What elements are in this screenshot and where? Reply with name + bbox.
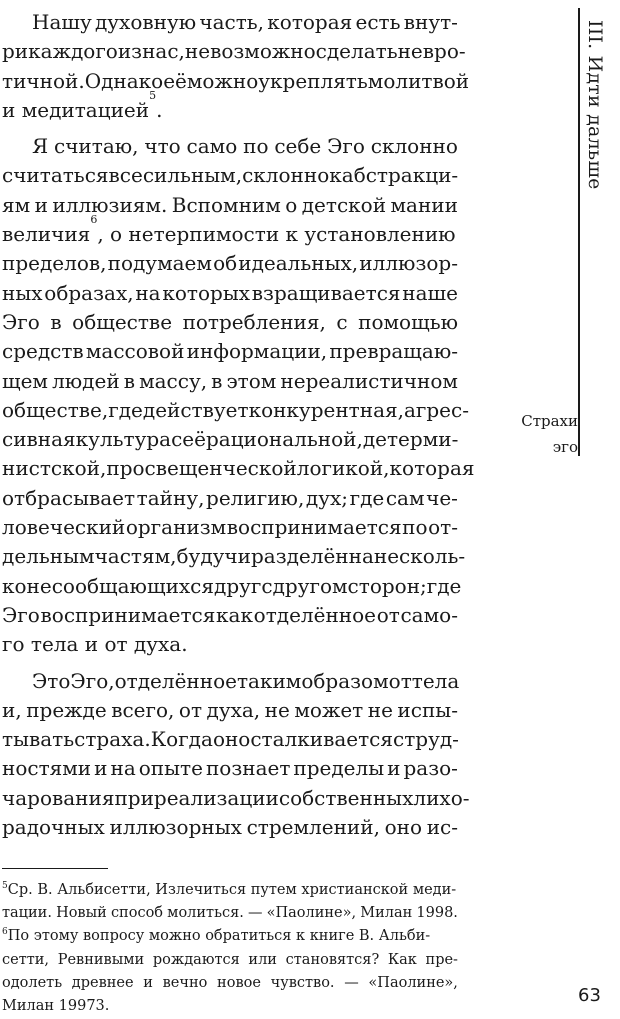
word: «Паолине»,	[266, 905, 357, 922]
word: и	[387, 756, 401, 781]
word: молиться.	[167, 905, 244, 922]
word: по	[243, 134, 269, 159]
word: духовную	[94, 10, 197, 34]
word: об	[213, 251, 238, 276]
word: конкурентная,	[248, 397, 404, 422]
word: Ревнивыми	[57, 951, 145, 968]
word: рождаются	[152, 951, 240, 968]
text-line	[2, 213, 458, 249]
word: считаю,	[54, 134, 139, 159]
word: превращаю-	[329, 339, 458, 364]
word: Новый	[56, 905, 107, 922]
word: отбрасывает	[2, 485, 136, 510]
text-line	[2, 191, 458, 220]
word: лихо-	[413, 785, 470, 810]
word: детерми-	[362, 427, 459, 452]
word: рациональной,	[205, 427, 363, 452]
word: каждого	[28, 39, 118, 64]
word: сторон;	[347, 573, 427, 598]
word: Вспомним	[171, 192, 281, 217]
text-line	[2, 88, 458, 125]
word: сталкивается	[250, 727, 393, 752]
word: подумаем	[107, 251, 212, 276]
text-line	[2, 454, 475, 483]
text-line	[2, 667, 458, 696]
footnote-line	[2, 902, 458, 925]
word: от	[178, 697, 203, 722]
word: пределы	[293, 756, 385, 781]
word: от-	[428, 515, 458, 540]
word: сообщающихся	[51, 573, 214, 598]
footnote-line	[2, 879, 458, 902]
footnote-ref-6[interactable]: 6	[90, 213, 98, 227]
word: невро-	[397, 39, 466, 64]
word: всесильным,	[108, 163, 243, 188]
word: ко	[2, 573, 27, 598]
footnote-divider	[2, 868, 108, 869]
text-line	[2, 37, 466, 66]
word: вечно	[162, 974, 208, 991]
word: массовой	[85, 339, 185, 364]
margin-note-line: Страхи	[521, 412, 578, 430]
word: идеальных,	[238, 251, 359, 276]
word: ностями	[2, 756, 92, 781]
word: ис-	[426, 815, 458, 840]
text-line	[2, 132, 458, 161]
word: нас,	[142, 39, 185, 64]
word: сивная	[2, 427, 76, 452]
word: пре-	[425, 951, 458, 968]
word: становятся?	[285, 951, 380, 968]
word: с	[171, 427, 183, 452]
word: не	[26, 573, 52, 598]
word: нереалистичном	[280, 368, 458, 393]
text-fragment: и медитацией	[2, 97, 150, 122]
word: склонно	[242, 163, 330, 188]
word: сам	[385, 485, 425, 510]
word: нистской,	[2, 456, 107, 481]
word: где	[108, 397, 143, 422]
text-line	[2, 396, 469, 425]
margin-note-line: эго	[552, 438, 578, 456]
margin-note	[508, 408, 578, 460]
word: где	[426, 573, 462, 598]
word: от	[388, 668, 412, 693]
word: есть	[355, 10, 401, 34]
word: само	[186, 134, 238, 159]
word: молитвой	[367, 68, 470, 93]
word: ри	[2, 39, 29, 64]
footnote-line	[2, 925, 458, 948]
chapter-title: III. Идти дальше	[584, 20, 606, 190]
word: стремлений,	[246, 815, 380, 840]
word: этом	[226, 368, 277, 393]
word: другом	[272, 573, 348, 598]
text-line	[2, 572, 462, 601]
word: мании	[390, 192, 458, 217]
word: которых	[162, 280, 251, 305]
word: таким	[236, 668, 302, 693]
word: не	[264, 697, 290, 722]
word: Я	[32, 134, 49, 159]
word: сетти,	[2, 951, 50, 968]
word: реализации	[153, 785, 279, 810]
word: можно	[186, 68, 259, 93]
word: щем	[2, 368, 48, 393]
word: детской	[301, 192, 387, 217]
word: по	[402, 515, 428, 540]
word: сделать	[315, 39, 398, 64]
word: действует	[142, 397, 249, 422]
word: укреплять	[258, 68, 368, 93]
word: и,	[2, 697, 22, 722]
word: тайну,	[136, 485, 205, 510]
text-line	[2, 784, 470, 813]
text-line	[2, 725, 458, 754]
word: само-	[400, 602, 458, 627]
footnotes	[2, 879, 458, 1018]
word: организм	[125, 515, 227, 540]
word: испы-	[397, 697, 458, 722]
word: —	[344, 974, 359, 991]
body-text	[2, 8, 475, 842]
word: будучи	[176, 544, 251, 569]
word: с	[336, 309, 348, 334]
word: часть,	[199, 10, 265, 34]
footnote-6	[2, 925, 458, 1018]
paragraph-1	[2, 8, 470, 125]
word: отделённое	[114, 668, 237, 693]
word: которая	[267, 10, 353, 34]
word: и	[34, 192, 48, 217]
text-line	[2, 367, 458, 396]
text-line	[2, 754, 458, 783]
word: частям,	[94, 544, 177, 569]
word: её	[182, 427, 206, 452]
paragraph-3	[2, 667, 470, 843]
word: из	[117, 39, 143, 64]
word: новое	[217, 974, 261, 991]
text-line	[2, 308, 458, 337]
word: воспринимается	[226, 515, 402, 540]
word: при	[114, 785, 154, 810]
text-line	[2, 8, 458, 37]
word: и	[94, 756, 108, 781]
word: в	[50, 309, 62, 334]
word: несколь-	[373, 544, 466, 569]
word: чарования	[2, 785, 115, 810]
text-line	[2, 696, 458, 725]
word: всего,	[111, 697, 175, 722]
word: Нашу	[32, 10, 92, 34]
word: взращивается	[251, 280, 401, 305]
word: дух;	[305, 485, 349, 510]
word: духа,	[206, 697, 261, 722]
word: собственных	[278, 785, 414, 810]
text-line	[2, 67, 470, 96]
word: информации,	[186, 339, 328, 364]
word: иллюзор-	[359, 251, 458, 276]
text-line	[2, 542, 466, 571]
word: тывать	[2, 727, 75, 752]
word: опыте	[138, 756, 203, 781]
footnote-line-content	[2, 879, 458, 902]
word: как	[216, 602, 253, 627]
text-line	[2, 425, 458, 454]
paragraph-2	[2, 132, 475, 659]
word: от	[376, 602, 400, 627]
word: Эго,	[70, 668, 115, 693]
word: Как	[387, 951, 417, 968]
word: может	[294, 697, 364, 722]
word: которая	[389, 456, 475, 481]
word: Это	[32, 668, 71, 693]
word: воспринимается	[40, 602, 216, 627]
word: познает	[205, 756, 291, 781]
word: к	[329, 163, 342, 188]
word: ловеческий	[2, 515, 126, 540]
word: логикой,	[296, 456, 390, 481]
word: образах,	[44, 280, 134, 305]
word: что	[144, 134, 181, 159]
word: «Паолине»,	[368, 974, 458, 991]
word: способ	[110, 905, 164, 922]
word: абстракци-	[341, 163, 459, 188]
text-line	[2, 337, 458, 366]
footnote-5	[2, 879, 458, 925]
word: тела	[411, 668, 460, 693]
word: древнее	[71, 974, 134, 991]
text-line	[2, 249, 458, 278]
word: страха.	[74, 727, 151, 752]
text-line	[2, 484, 458, 513]
word: 1998.	[416, 905, 458, 922]
word: прежде	[26, 697, 107, 722]
word: на	[135, 280, 161, 305]
word: невозможно	[184, 39, 316, 64]
word: наше	[402, 280, 458, 305]
word: оно	[384, 815, 423, 840]
text-fragment: величия	[2, 222, 91, 247]
word: оно	[212, 727, 251, 752]
word: с	[261, 573, 273, 598]
word: внут-	[403, 10, 458, 34]
word: не	[367, 697, 393, 722]
word: считаться	[2, 163, 109, 188]
word: чувство.	[270, 974, 335, 991]
word: тации.	[2, 905, 52, 922]
footnote-fragment: Ср. В. Альбисетти, Излечиться путем христианской меди-	[7, 882, 457, 898]
footnote-line	[2, 949, 458, 972]
word: о	[285, 192, 298, 217]
word: на	[348, 544, 374, 569]
word: Эго	[2, 602, 40, 627]
word: одолеть	[2, 974, 63, 991]
text-line	[2, 601, 458, 630]
word: труд-	[404, 727, 459, 752]
word: радочных	[2, 815, 105, 840]
text-line	[2, 279, 458, 308]
word: средств	[2, 339, 84, 364]
word: дельным	[2, 544, 95, 569]
word: Милан	[360, 905, 413, 922]
word: религию,	[206, 485, 305, 510]
word: разо-	[403, 756, 458, 781]
text-line	[2, 161, 458, 190]
word: пределов,	[2, 251, 107, 276]
footnote-number: 6	[2, 927, 8, 938]
word: массу,	[139, 368, 208, 393]
footnote-text	[2, 925, 430, 948]
word: где	[349, 485, 385, 510]
word: агрес-	[403, 397, 469, 422]
word: —	[247, 905, 263, 922]
word: потребления,	[182, 309, 326, 334]
word: ных	[2, 280, 43, 305]
word: ям	[2, 192, 31, 217]
word: че-	[426, 485, 458, 510]
word: на	[110, 756, 136, 781]
footnote-fragment: По этому вопросу можно обратиться к книге В. Альби-	[7, 928, 431, 945]
text-line	[2, 813, 458, 842]
word: Эго	[2, 309, 40, 334]
word: иллюзорных	[109, 815, 242, 840]
running-header	[578, 8, 612, 456]
word: с	[393, 727, 405, 752]
word: иллюзиям.	[52, 192, 168, 217]
word: и	[143, 974, 153, 991]
footnote-text	[2, 879, 456, 902]
word: в	[123, 368, 135, 393]
text-line	[2, 513, 458, 542]
word: культура	[75, 427, 172, 452]
word: обществе,	[2, 397, 109, 422]
word: тичной.	[2, 68, 85, 93]
word: в	[211, 368, 223, 393]
word: людей	[52, 368, 120, 393]
footnote-line	[2, 972, 458, 995]
word: себе	[274, 134, 322, 159]
word: склонно	[370, 134, 458, 159]
word: образом	[301, 668, 389, 693]
word: разделён	[250, 544, 349, 569]
word: друг	[214, 573, 262, 598]
word: помощью	[358, 309, 458, 334]
text-fragment: .	[156, 97, 163, 122]
footnote-ref-5[interactable]: 5	[149, 88, 157, 102]
word: Эго	[327, 134, 365, 159]
text-fragment: , о нетерпимости к установлению	[97, 222, 456, 247]
word: её	[163, 68, 187, 93]
word: обществе	[72, 309, 173, 334]
footnote-number: 5	[2, 881, 8, 892]
page-number: 63	[578, 985, 601, 1006]
word: или	[248, 951, 277, 968]
word: Когда	[150, 727, 213, 752]
word: отделённое	[253, 602, 376, 627]
text-line: го тела и от духа.	[2, 632, 188, 657]
word: просвещенческой	[106, 456, 297, 481]
word: Однако	[84, 68, 164, 93]
footnote-line: Милан 19973.	[2, 997, 110, 1014]
